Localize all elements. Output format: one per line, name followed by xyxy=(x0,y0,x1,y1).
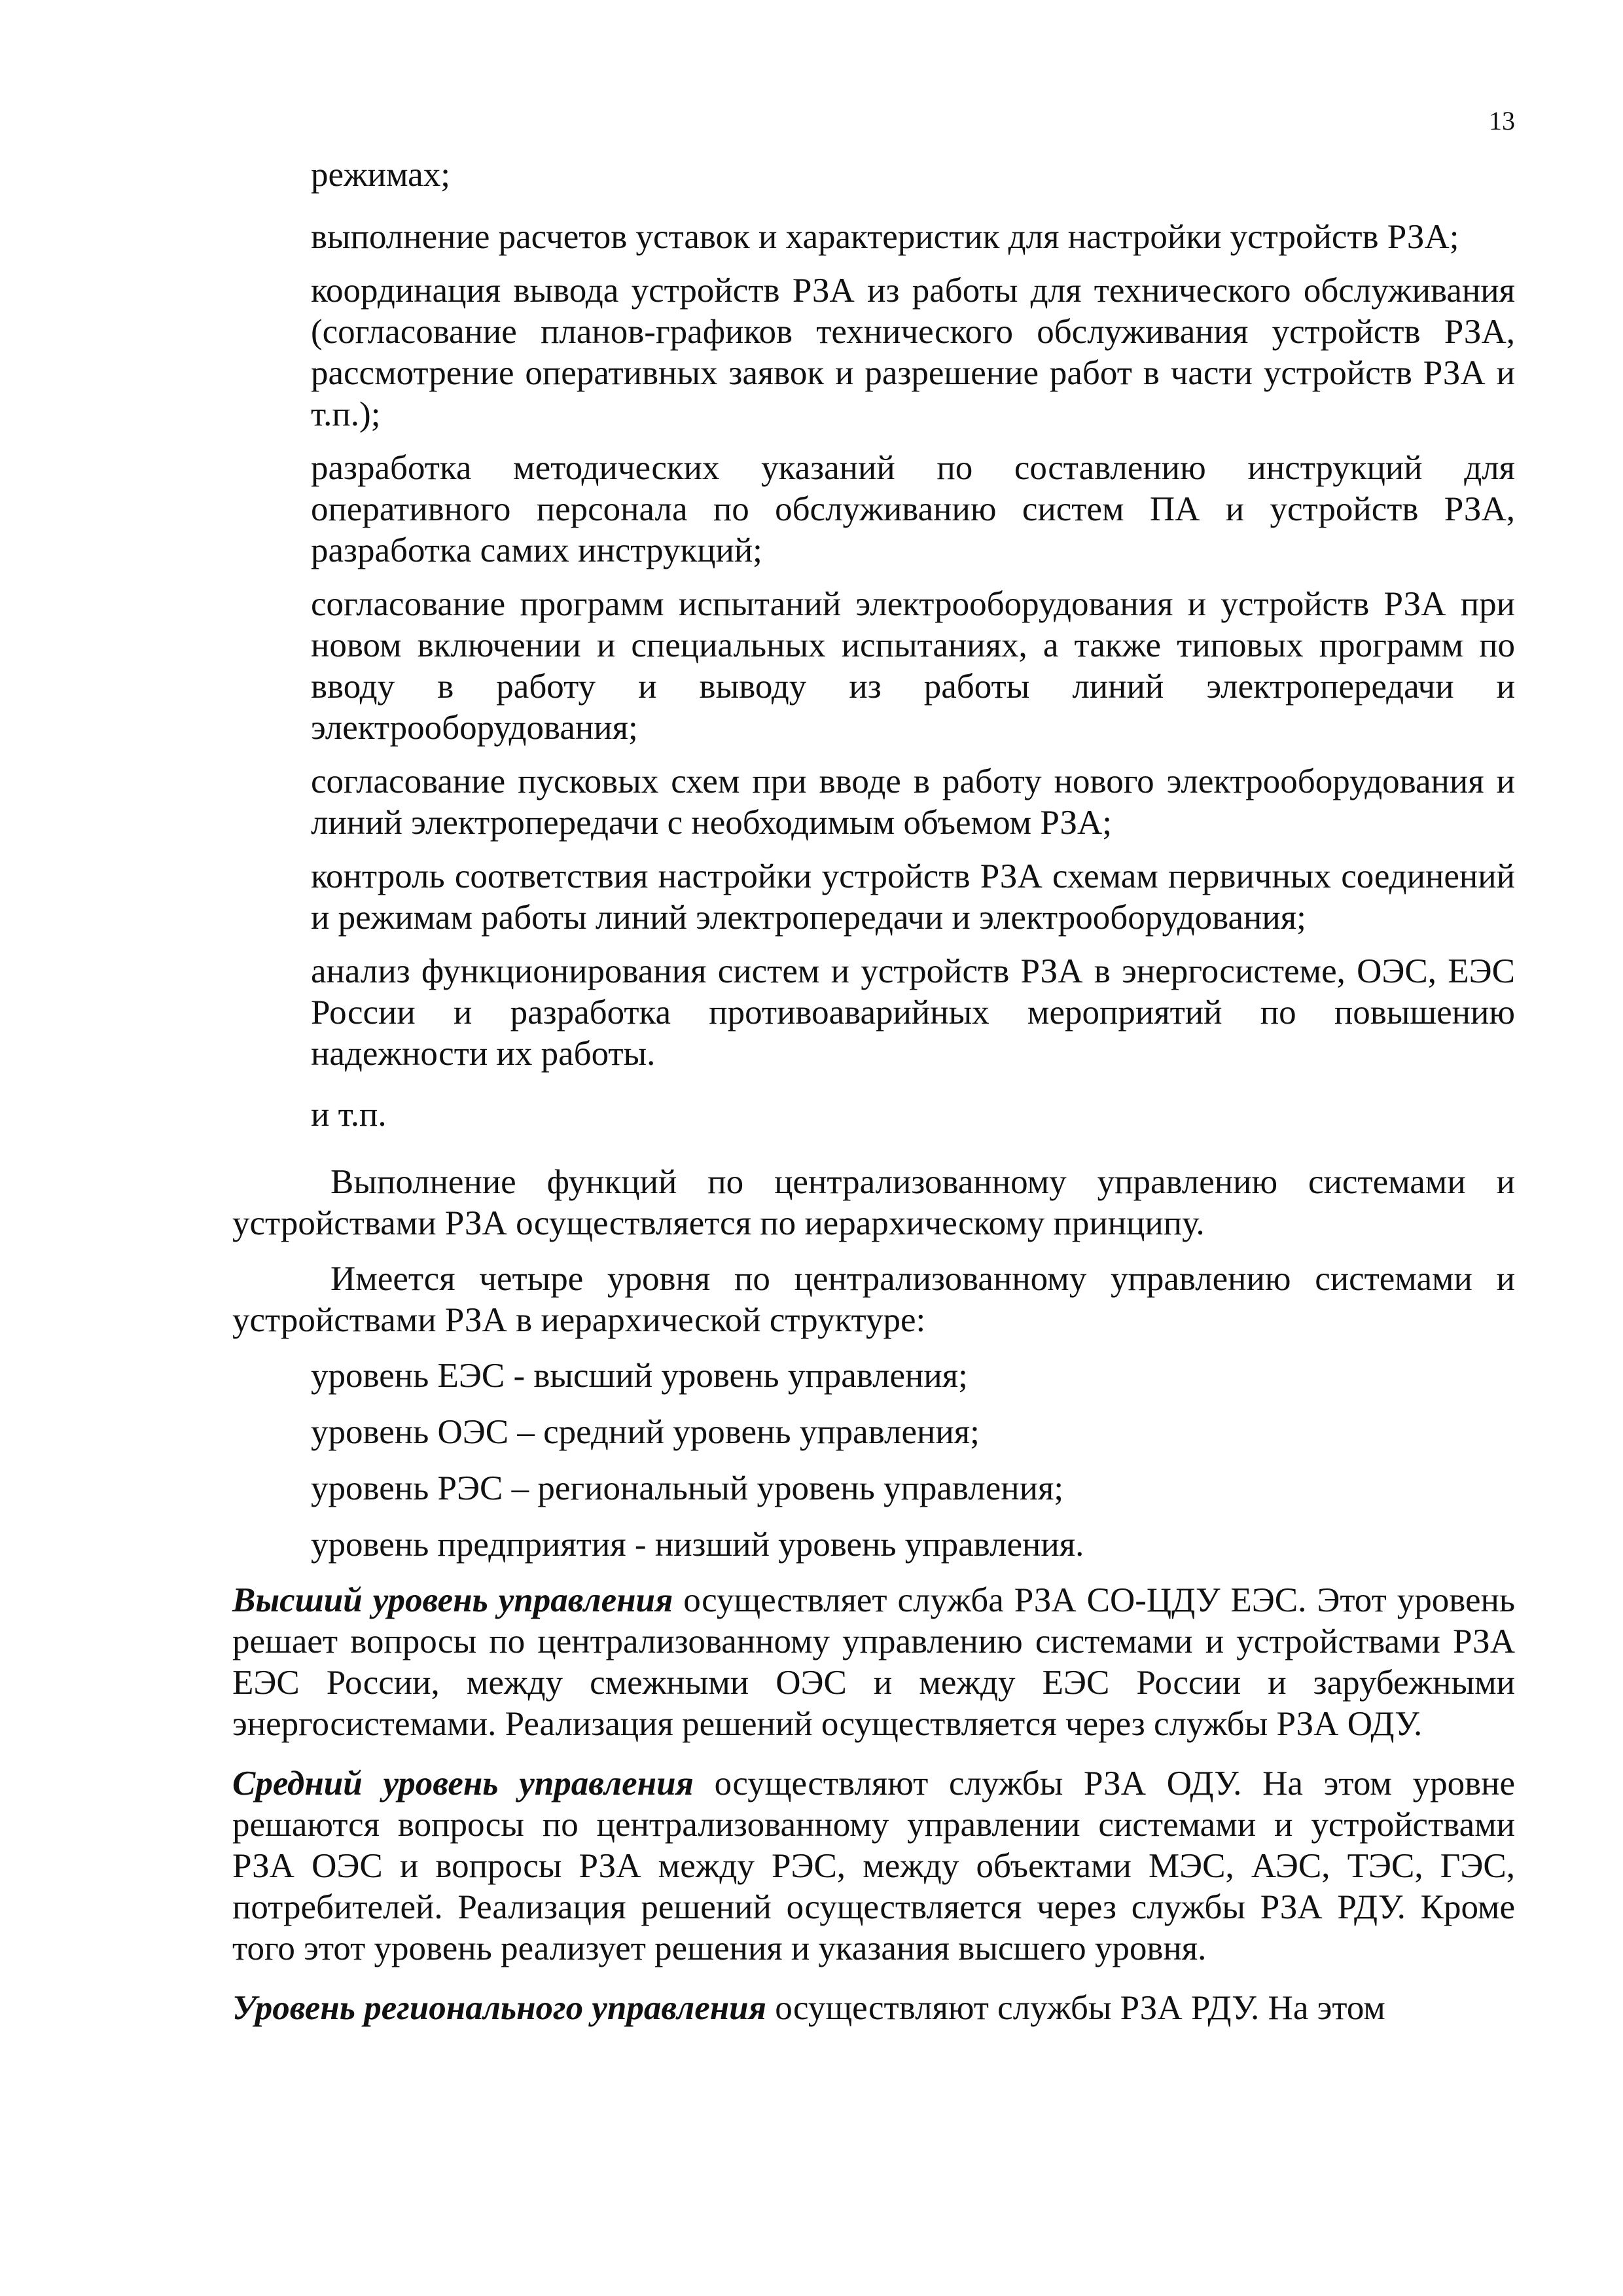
paragraph-middle-level xyxy=(232,1763,1515,1969)
list-etc: и т.п. xyxy=(311,1096,387,1134)
paragraph-top-level xyxy=(232,1580,1515,1745)
list-item: анализ функционирования систем и устройств РЗА в энергосистеме, ОЭС, ЕЭС России и разработка противоаварийных мероприятий по повышению надежности их работы. xyxy=(311,952,1515,1073)
list-item: координация вывода устройств РЗА из работы для технического обслуживания (согласование планов-графиков технического обслуживания устройств РЗА, рассмотрение оперативных заявок и разрешение работ в части устройств РЗА и т.п.); xyxy=(311,272,1515,433)
level-item: уровень предприятия - низший уровень управления. xyxy=(311,1526,1084,1564)
page-number: 13 xyxy=(1489,106,1515,135)
list-item: контроль соответствия настройки устройств РЗА схемам первичных соединений и режимам работы линий электропередачи и электрооборудования; xyxy=(311,857,1515,937)
regional-level-text: осуществляют службы РЗА РДУ. На этом xyxy=(766,1989,1385,2027)
list-item: согласование пусковых схем при вводе в работу нового электрооборудования и линий электропередачи с необходимым объемом РЗА; xyxy=(311,762,1515,842)
level-item: уровень ОЭС – средний уровень управления; xyxy=(311,1413,980,1451)
list-item: согласование программ испытаний электрооборудования и устройств РЗА при новом включении и специальных испытаниях, а также типовых программ по вводу в работу и выводу из работы линий электропередачи и электрооборудования; xyxy=(311,585,1515,747)
paragraph-hierarchy: Выполнение функций по централизованному управлению системами и устройствами РЗА осуществляется по иерархическому принципу. xyxy=(232,1163,1515,1242)
list-item: разработка методических указаний по составлению инструкций для оперативного персонала по обслуживанию систем ПА и устройств РЗА, разработка самих инструкций; xyxy=(311,449,1515,569)
function-list xyxy=(232,154,1515,1136)
level-item: уровень ЕЭС - высший уровень управления; xyxy=(311,1357,968,1395)
middle-level-heading: Средний уровень управления xyxy=(232,1765,694,1803)
list-item: режимах; xyxy=(311,156,450,194)
levels-list xyxy=(232,1355,1515,1566)
page-content xyxy=(232,154,1515,2047)
middle-level-text: осуществляют службы РЗА ОДУ. На этом уровне решаются вопросы по централизованному управлении системами и устройствами РЗА ОЭС и вопросы РЗА между РЭС, между объектами МЭС, АЭС, ТЭС, ГЭС, потребителей. Реализация решений осуществляется через службы РЗА РДУ. Кроме того этот уровень реализует решения и указания высшего уровня. xyxy=(232,1765,1516,1967)
regional-level-heading: Уровень регионального управления xyxy=(232,1989,766,2027)
top-level-text: осуществляет служба РЗА СО-ЦДУ ЕЭС. Этот уровень решает вопросы по централизованному управлению системами и устройствами РЗА ЕЭС России, между смежными ОЭС и между ЕЭС России и зарубежными энергосистемами. Реализация решений осуществляется через службы РЗА ОДУ. xyxy=(232,1581,1516,1743)
list-item: выполнение расчетов уставок и характеристик для настройки устройств РЗА; xyxy=(311,218,1459,256)
level-item: уровень РЭС – региональный уровень управления; xyxy=(311,1469,1064,1507)
top-level-heading: Высший уровень управления xyxy=(232,1581,673,1619)
paragraph-regional-level xyxy=(232,1988,1515,2029)
paragraph-levels-intro: Имеется четыре уровня по централизованному управлению системами и устройствами РЗА в иерархической структуре: xyxy=(232,1260,1515,1339)
